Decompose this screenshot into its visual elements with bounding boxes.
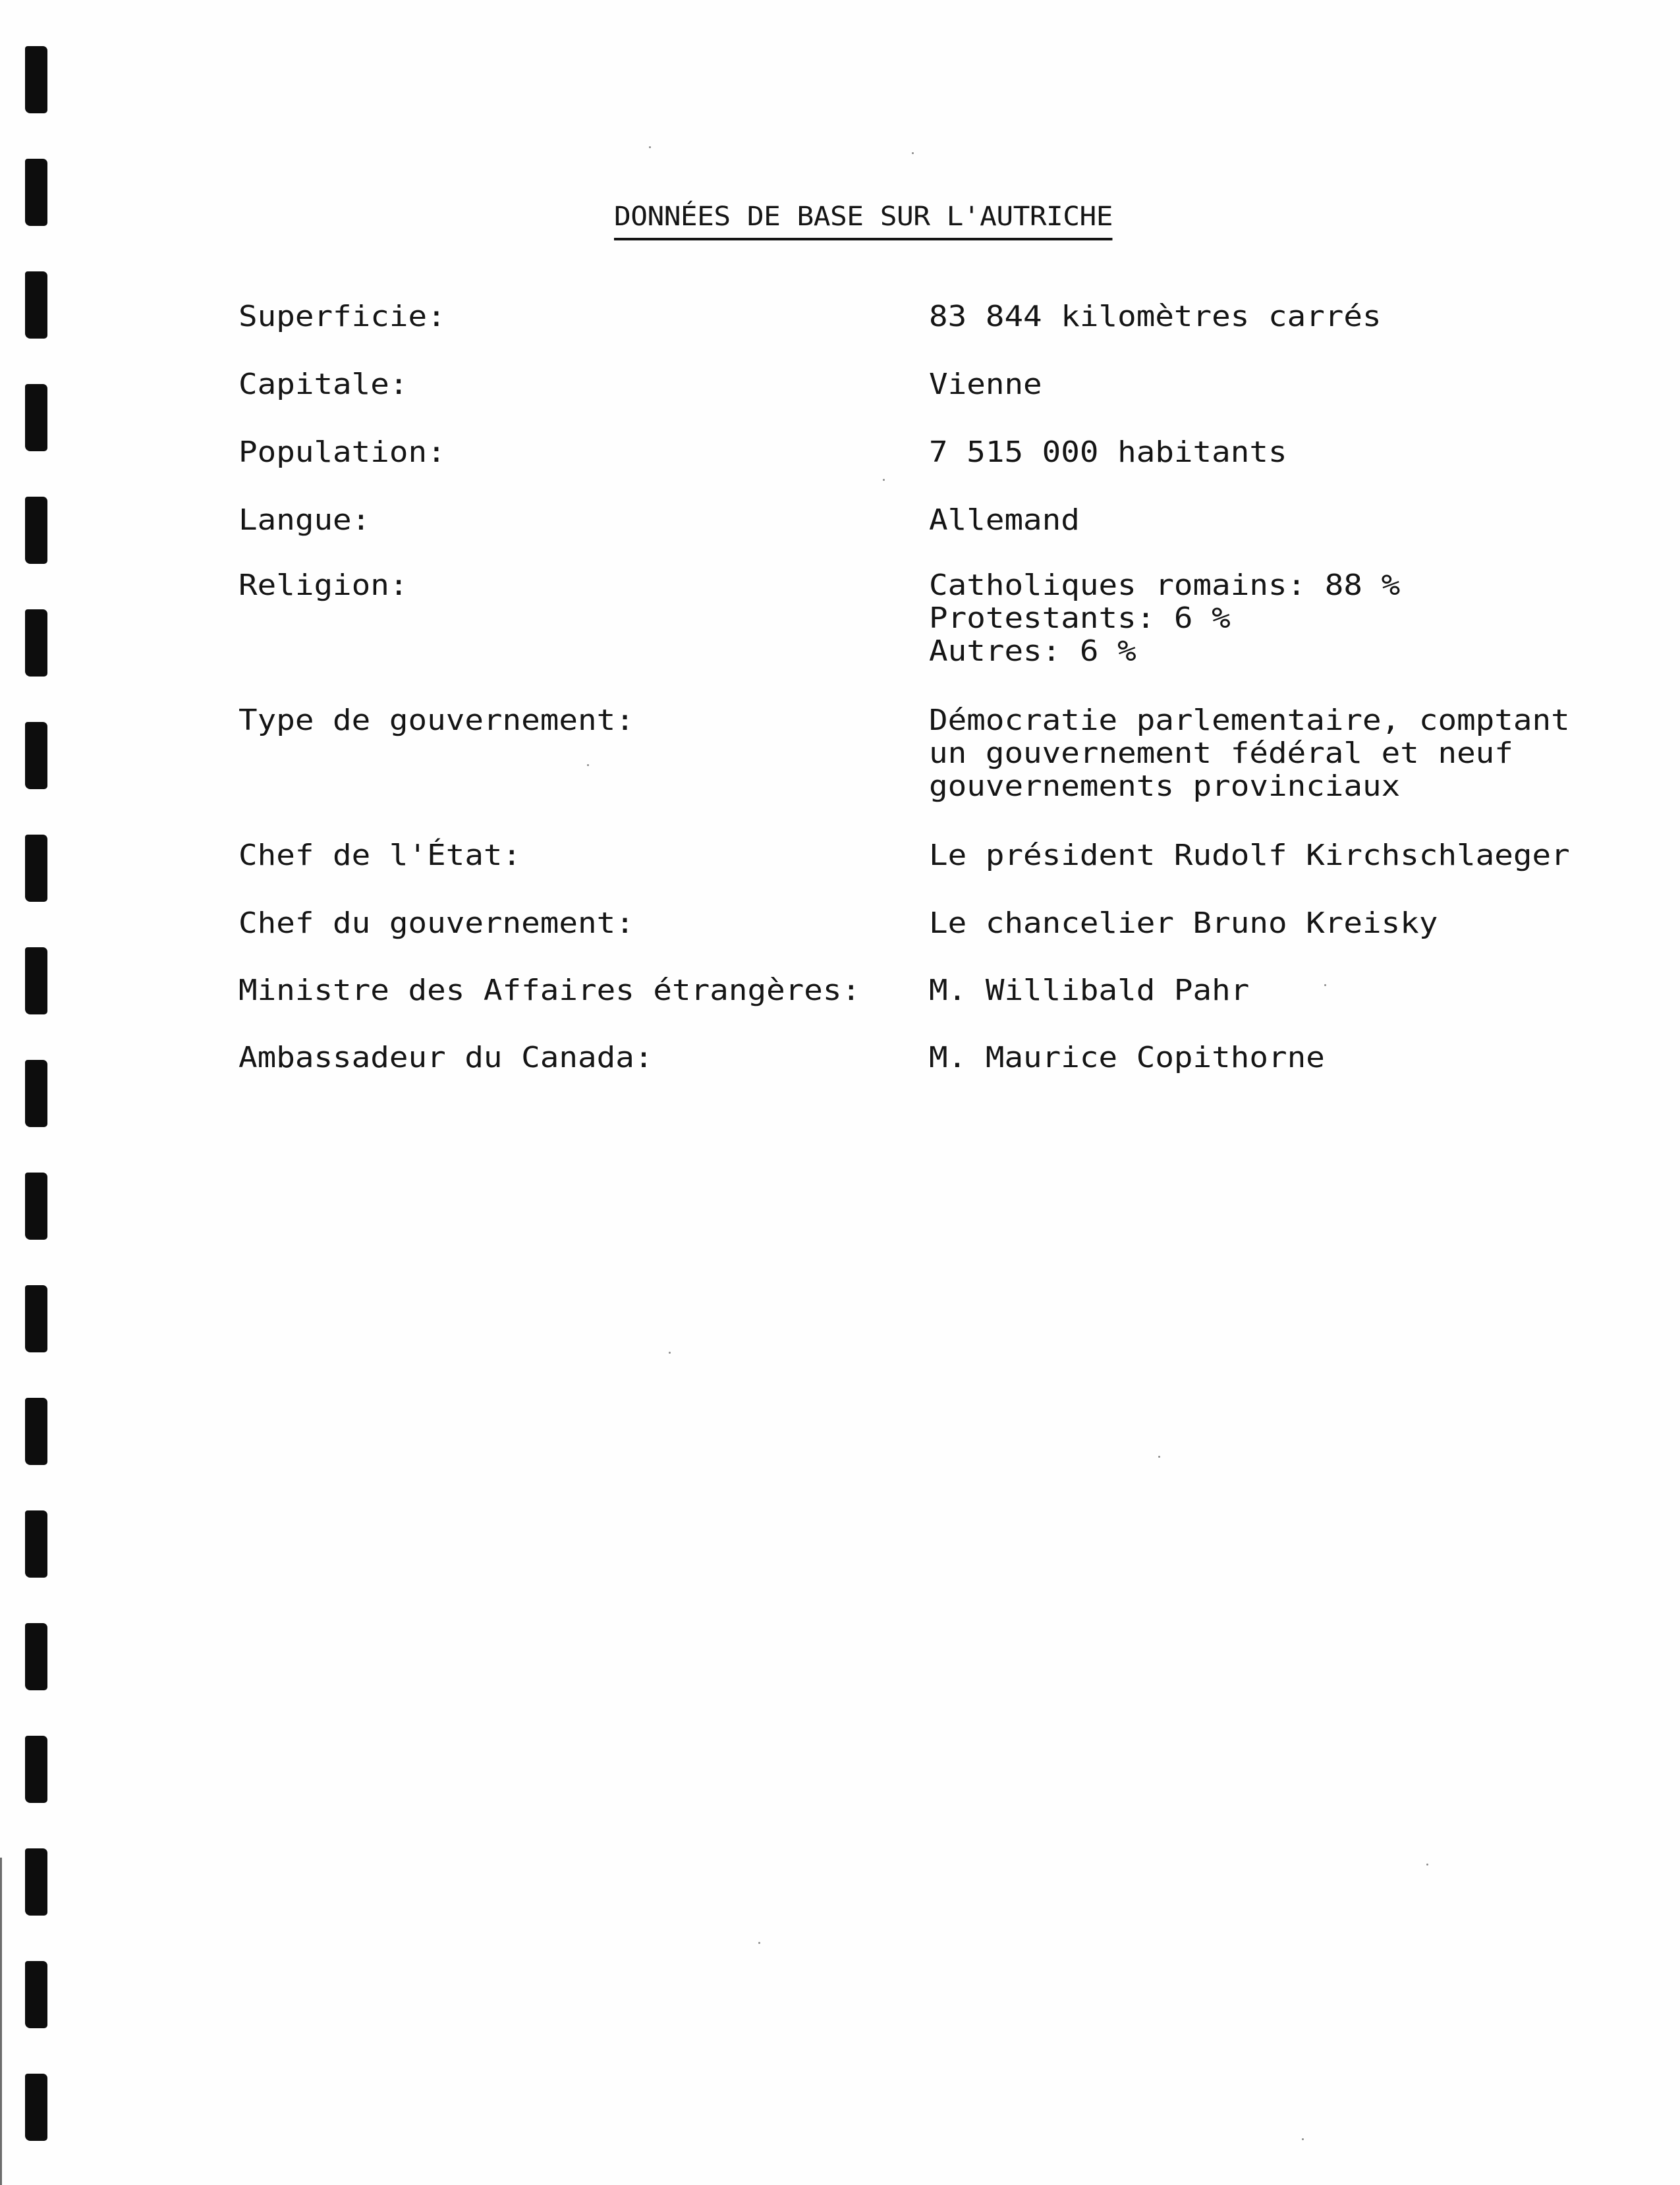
row-value (929, 300, 1382, 333)
value-line: Catholiques romains: 88 % (929, 568, 1401, 602)
row-label: Religion: (238, 568, 408, 602)
binding-hole (25, 159, 47, 226)
value-line: un gouvernement fédéral et neuf (929, 736, 1513, 770)
binding-hole (25, 1060, 47, 1127)
binding-hole (25, 2074, 47, 2141)
row-label: Population: (238, 435, 446, 469)
scan-speck (669, 1352, 671, 1354)
row-label: Superficie: (238, 300, 446, 333)
value-line: Autres: 6 % (929, 634, 1136, 668)
binding-hole (25, 722, 47, 789)
value-line: 7 515 000 habitants (929, 435, 1287, 469)
document-title: DONNÉES DE BASE SUR L'AUTRICHE (614, 200, 1113, 240)
binding-hole (25, 271, 47, 339)
binding-hole (25, 1961, 47, 2028)
row-value (929, 907, 1438, 940)
value-line: Protestants: 6 % (929, 601, 1231, 635)
binding-hole (25, 1285, 47, 1352)
row-value (929, 839, 1570, 872)
value-line: 83 844 kilomètres carrés (929, 300, 1382, 333)
row-label: Chef du gouvernement: (238, 906, 634, 940)
row-value (929, 569, 1400, 668)
binding-hole (25, 1398, 47, 1465)
scan-speck (1324, 984, 1326, 986)
row-value (929, 1041, 1325, 1074)
binding-hole (25, 947, 47, 1014)
scan-speck (587, 764, 589, 766)
value-line: M. Willibald Pahr (929, 974, 1250, 1007)
scan-speck (912, 152, 914, 154)
value-line: Le président Rudolf Kirchschlaeger (929, 839, 1570, 872)
value-line: Le chancelier Bruno Kreisky (929, 906, 1438, 940)
row-label: Capitale: (238, 368, 408, 401)
value-line: gouvernements provinciaux (929, 769, 1401, 803)
binding-hole (25, 384, 47, 451)
row-label: Type de gouvernement: (238, 704, 634, 737)
scan-speck (883, 479, 885, 481)
row-value (929, 704, 1570, 803)
binding-hole (25, 1173, 47, 1240)
binding-hole (25, 1736, 47, 1803)
binding-hole (25, 497, 47, 564)
scan-speck (1302, 2138, 1304, 2140)
scan-speck (1158, 1456, 1160, 1458)
scan-speck (649, 146, 651, 148)
scan-speck (758, 1942, 760, 1944)
value-line: M. Maurice Copithorne (929, 1041, 1325, 1074)
binding-hole (25, 1848, 47, 1916)
value-line: Vienne (929, 368, 1042, 401)
row-label: Langue: (238, 503, 371, 537)
binding-hole (25, 1623, 47, 1690)
row-label: Ambassadeur du Canada: (238, 1041, 654, 1074)
binding-hole (25, 1510, 47, 1578)
value-line: Démocratie parlementaire, comptant (929, 704, 1570, 737)
row-label: Ministre des Affaires étrangères: (238, 974, 861, 1007)
row-value (929, 436, 1287, 469)
scan-speck (1426, 1864, 1428, 1866)
row-value (929, 504, 1080, 537)
binding-hole (25, 609, 47, 677)
value-line: Allemand (929, 503, 1080, 537)
binding-holes-strip (25, 46, 49, 2167)
row-value (929, 368, 1042, 401)
row-value (929, 974, 1249, 1007)
binding-hole (25, 46, 47, 113)
page-edge-line (0, 1858, 2, 2185)
row-label: Chef de l'État: (238, 839, 522, 872)
binding-hole (25, 835, 47, 902)
